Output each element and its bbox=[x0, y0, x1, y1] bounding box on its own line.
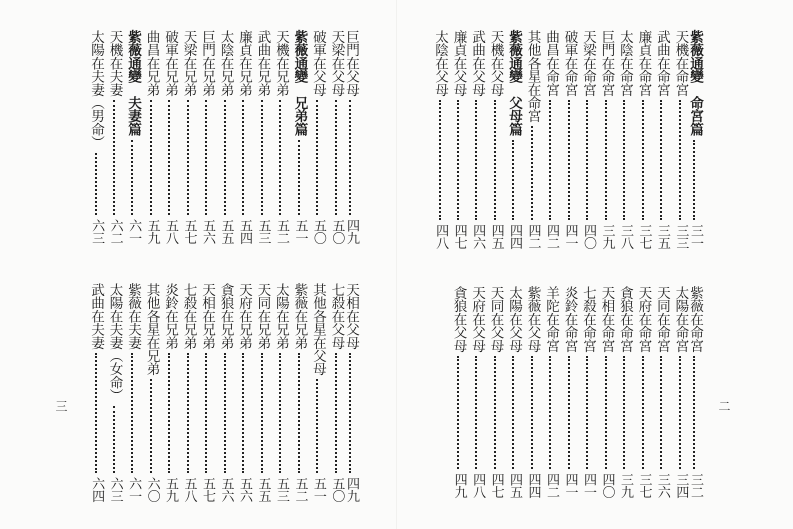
toc-leader-dots bbox=[623, 100, 625, 220]
toc-entry bbox=[599, 30, 614, 249]
toc-leader-dots bbox=[298, 140, 300, 215]
toc-page-number: 四〇 bbox=[599, 473, 615, 498]
toc-entry bbox=[255, 283, 270, 502]
toc-page-number: 三二 bbox=[688, 473, 703, 498]
toc-leader-dots bbox=[679, 100, 681, 220]
toc-entry bbox=[654, 30, 669, 249]
toc-leader-dots bbox=[316, 100, 318, 215]
toc-section-heading: 紫薇通變 父母篇 bbox=[506, 30, 523, 136]
toc-entry bbox=[636, 286, 651, 498]
toc-entry-title: 太陽在命宮 bbox=[672, 286, 689, 352]
toc-leader-dots bbox=[205, 353, 207, 473]
toc-page-number: 五〇 bbox=[329, 477, 345, 502]
toc-page-number: 五九 bbox=[163, 477, 179, 502]
toc-leader-dots bbox=[457, 356, 459, 469]
toc-entry bbox=[144, 283, 159, 502]
toc-leader-dots bbox=[568, 100, 570, 220]
toc-entry bbox=[617, 286, 632, 498]
right-page-toc-bottom bbox=[420, 286, 702, 498]
toc-entry bbox=[451, 286, 466, 498]
toc-entry bbox=[673, 30, 688, 249]
toc-entry-title: 廉貞在命宮 bbox=[635, 30, 652, 96]
toc-leader-dots bbox=[224, 353, 226, 473]
toc-entry bbox=[329, 30, 344, 244]
toc-entry-title: 紫薇在兄弟 bbox=[291, 283, 308, 349]
toc-leader-dots bbox=[187, 100, 189, 215]
toc-page-number: 五三 bbox=[273, 477, 289, 502]
toc-leader-dots bbox=[457, 100, 459, 220]
toc-entry-title: 炎鈴在命宮 bbox=[561, 286, 578, 352]
toc-page-number: 五六 bbox=[218, 477, 234, 502]
toc-entry bbox=[218, 30, 233, 244]
toc-entry bbox=[89, 283, 104, 502]
toc-leader-dots bbox=[131, 140, 133, 215]
toc-page-number: 五七 bbox=[200, 477, 216, 502]
toc-entry bbox=[292, 283, 307, 502]
toc-entry-title: 曲昌在兄弟 bbox=[143, 30, 160, 96]
toc-page-number: 五三 bbox=[255, 219, 271, 244]
toc-entry-title: 天同在父母 bbox=[487, 286, 504, 352]
toc-page-number: 五九 bbox=[144, 219, 160, 244]
toc-page-number: 五七 bbox=[181, 219, 197, 244]
toc-leader-dots bbox=[168, 353, 170, 473]
toc-entry-title: 天相在父母 bbox=[343, 283, 359, 349]
toc-leader-dots bbox=[439, 100, 441, 220]
toc-entry-title: 紫薇在命宮 bbox=[687, 286, 703, 352]
toc-leader-dots bbox=[660, 356, 662, 469]
toc-page-number: 五六 bbox=[200, 219, 216, 244]
toc-entry-title: 武曲在父母 bbox=[469, 30, 486, 96]
toc-leader-dots bbox=[586, 100, 588, 220]
toc-entry bbox=[162, 283, 177, 502]
toc-entry bbox=[199, 283, 214, 502]
toc-entry-title: 天機在父母 bbox=[487, 30, 504, 96]
toc-leader-dots bbox=[679, 356, 681, 469]
toc-entry-title: 太陽在兄弟 bbox=[272, 283, 289, 349]
toc-entry-title: 武曲在夫妻 bbox=[88, 283, 105, 349]
toc-entry bbox=[181, 30, 196, 244]
toc-entry bbox=[343, 283, 358, 502]
toc-entry-title: 太陽在父母 bbox=[506, 286, 523, 352]
toc-page-number: 三四 bbox=[673, 473, 689, 498]
toc-leader-dots bbox=[335, 100, 337, 215]
toc-entry-title: 太陽在夫妻（男命） bbox=[88, 30, 105, 149]
toc-entry-title: 破軍在兄弟 bbox=[162, 30, 179, 96]
toc-entry bbox=[292, 30, 307, 244]
toc-leader-dots bbox=[298, 353, 300, 473]
toc-entry bbox=[107, 283, 122, 502]
toc-entry-title: 天機在夫妻 bbox=[106, 30, 123, 96]
toc-entry-title: 天相在命宮 bbox=[598, 286, 615, 352]
toc-page-number: 四七 bbox=[451, 224, 467, 249]
toc-entry bbox=[673, 286, 688, 498]
toc-entry-title: 天機在命宮 bbox=[672, 30, 689, 96]
toc-entry bbox=[525, 30, 540, 249]
toc-page-number: 五〇 bbox=[329, 219, 345, 244]
toc-entry-title: 天同在命宮 bbox=[653, 286, 670, 352]
toc-leader-dots bbox=[224, 100, 226, 215]
toc-page-number: 四一 bbox=[562, 224, 578, 249]
toc-entry-title: 破軍在命宮 bbox=[561, 30, 578, 96]
toc-entry bbox=[89, 30, 104, 244]
page-fold bbox=[396, 0, 397, 529]
toc-entry bbox=[125, 283, 140, 502]
toc-entry-title: 貪狼在兄弟 bbox=[217, 283, 234, 349]
toc-page-number: 三一 bbox=[688, 224, 703, 249]
toc-entry-title: 曲昌在命宮 bbox=[543, 30, 560, 96]
toc-leader-dots bbox=[316, 379, 318, 473]
toc-leader-dots bbox=[95, 353, 97, 473]
toc-leader-dots bbox=[549, 100, 551, 220]
toc-page-number: 五八 bbox=[163, 219, 179, 244]
toc-page-number: 五二 bbox=[292, 477, 308, 502]
toc-entry bbox=[488, 286, 503, 498]
toc-page-number: 五六 bbox=[236, 477, 252, 502]
toc-entry bbox=[543, 286, 558, 498]
toc-entry-title: 貪狼在命宮 bbox=[616, 286, 633, 352]
toc-entry bbox=[273, 30, 288, 244]
toc-leader-dots bbox=[512, 356, 514, 469]
toc-leader-dots bbox=[279, 100, 281, 215]
toc-entry bbox=[199, 30, 214, 244]
toc-entry bbox=[654, 286, 669, 498]
toc-page-number: 四二 bbox=[525, 224, 541, 249]
toc-page-number: 四四 bbox=[525, 473, 541, 498]
toc-entry bbox=[310, 283, 325, 502]
toc-page-number: 五五 bbox=[218, 219, 234, 244]
toc-entry-title: 太陰在兄弟 bbox=[217, 30, 234, 96]
toc-entry-title: 羊陀在命宮 bbox=[543, 286, 560, 352]
toc-entry bbox=[273, 283, 288, 502]
toc-page-number: 五一 bbox=[310, 477, 326, 502]
toc-leader-dots bbox=[349, 100, 351, 215]
toc-leader-dots bbox=[187, 353, 189, 473]
toc-page-number: 三八 bbox=[617, 224, 633, 249]
toc-entry-title: 廉貞在兄弟 bbox=[235, 30, 252, 96]
toc-entry bbox=[543, 30, 558, 249]
toc-entry bbox=[329, 283, 344, 502]
toc-page-number: 四〇 bbox=[580, 224, 596, 249]
toc-page-number: 四一 bbox=[580, 473, 596, 498]
toc-page-number: 三五 bbox=[654, 224, 670, 249]
toc-leader-dots bbox=[131, 353, 133, 473]
toc-entry-title: 武曲在命宮 bbox=[653, 30, 670, 96]
toc-leader-dots bbox=[642, 100, 644, 220]
toc-entry-title: 天府在兄弟 bbox=[235, 283, 252, 349]
toc-entry bbox=[255, 30, 270, 244]
toc-page-number: 五四 bbox=[236, 219, 252, 244]
toc-entry bbox=[469, 286, 484, 498]
toc-page-number: 四五 bbox=[488, 224, 504, 249]
toc-entry bbox=[469, 30, 484, 249]
toc-page-number: 四一 bbox=[562, 473, 578, 498]
toc-leader-dots bbox=[549, 356, 551, 469]
toc-leader-dots bbox=[349, 353, 351, 473]
toc-entry bbox=[525, 286, 540, 498]
toc-page-number: 四九 bbox=[344, 477, 359, 502]
toc-leader-dots bbox=[660, 100, 662, 220]
toc-page-number: 五五 bbox=[255, 477, 271, 502]
toc-page-number: 五二 bbox=[273, 219, 289, 244]
toc-page-number: 四四 bbox=[507, 224, 523, 249]
toc-entry bbox=[162, 30, 177, 244]
toc-leader-dots bbox=[605, 356, 607, 469]
toc-entry-title: 七殺在命宮 bbox=[579, 286, 596, 352]
toc-page-number: 五〇 bbox=[310, 219, 326, 244]
toc-section-heading: 紫薇通變 命宮篇 bbox=[687, 30, 703, 136]
toc-entry-title: 其他各星在命宮 bbox=[524, 30, 541, 123]
toc-entry-title: 太陰在命宮 bbox=[616, 30, 633, 96]
toc-leader-dots bbox=[242, 353, 244, 473]
toc-leader-dots bbox=[623, 356, 625, 469]
toc-entry bbox=[181, 283, 196, 502]
toc-leader-dots bbox=[113, 100, 115, 215]
toc-page-number: 六一 bbox=[126, 477, 142, 502]
toc-entry-title: 天機在兄弟 bbox=[272, 30, 289, 96]
toc-entry bbox=[310, 30, 325, 244]
toc-entry bbox=[236, 30, 251, 244]
toc-entry-title: 巨門在兄弟 bbox=[199, 30, 216, 96]
toc-page-number: 六二 bbox=[107, 219, 123, 244]
toc-entry bbox=[488, 30, 503, 249]
toc-entry-title: 七殺在父母 bbox=[328, 283, 345, 349]
toc-page-number: 三六 bbox=[654, 473, 670, 498]
toc-page-number: 四六 bbox=[470, 224, 486, 249]
toc-page-number: 四二 bbox=[544, 224, 560, 249]
toc-leader-dots bbox=[512, 140, 514, 220]
toc-entry bbox=[580, 286, 595, 498]
toc-section-heading: 紫薇通變 兄弟篇 bbox=[291, 30, 308, 136]
toc-leader-dots bbox=[261, 100, 263, 215]
toc-leader-dots bbox=[531, 356, 533, 469]
left-page-toc-bottom bbox=[76, 283, 358, 502]
toc-leader-dots bbox=[605, 100, 607, 220]
toc-page-number: 三九 bbox=[617, 473, 633, 498]
toc-leader-dots bbox=[242, 100, 244, 215]
toc-leader-dots bbox=[150, 100, 152, 215]
toc-page-number: 五八 bbox=[181, 477, 197, 502]
toc-entry bbox=[687, 286, 702, 498]
toc-page-number: 六一 bbox=[126, 219, 142, 244]
toc-entry-title: 巨門在命宮 bbox=[598, 30, 615, 96]
toc-leader-dots bbox=[261, 353, 263, 473]
toc-entry-title: 廉貞在父母 bbox=[450, 30, 467, 96]
toc-leader-dots bbox=[113, 406, 115, 473]
toc-entry bbox=[218, 283, 233, 502]
left-page-number: 三 bbox=[54, 400, 68, 412]
toc-entry-title: 天府在命宮 bbox=[635, 286, 652, 352]
toc-page-number: 四五 bbox=[507, 473, 523, 498]
toc-entry-title: 天府在父母 bbox=[469, 286, 486, 352]
toc-entry bbox=[580, 30, 595, 249]
toc-entry-title: 巨門在父母 bbox=[343, 30, 359, 96]
toc-page-number: 四八 bbox=[433, 224, 449, 249]
right-page-number: 二 bbox=[717, 400, 731, 412]
toc-entry-title: 破軍在父母 bbox=[309, 30, 326, 96]
toc-entry bbox=[433, 30, 448, 249]
toc-page-number: 六四 bbox=[89, 477, 105, 502]
toc-page-number: 三七 bbox=[636, 224, 652, 249]
toc-entry bbox=[451, 30, 466, 249]
toc-page-number: 四八 bbox=[470, 473, 486, 498]
toc-leader-dots bbox=[95, 153, 97, 215]
toc-entry bbox=[562, 286, 577, 498]
toc-entry bbox=[343, 30, 358, 244]
toc-leader-dots bbox=[494, 356, 496, 469]
toc-entry bbox=[506, 30, 521, 249]
toc-leader-dots bbox=[642, 356, 644, 469]
toc-leader-dots bbox=[531, 126, 533, 220]
toc-entry-title: 太陽在夫妻（女命） bbox=[106, 283, 123, 402]
toc-entry bbox=[599, 286, 614, 498]
toc-leader-dots bbox=[494, 100, 496, 220]
toc-entry-title: 天同在兄弟 bbox=[254, 283, 271, 349]
toc-leader-dots bbox=[168, 100, 170, 215]
toc-entry bbox=[562, 30, 577, 249]
left-page-toc-top bbox=[76, 30, 358, 244]
toc-page-number: 四九 bbox=[344, 219, 359, 244]
toc-entry bbox=[506, 286, 521, 498]
toc-entry-title: 紫薇在父母 bbox=[524, 286, 541, 352]
toc-entry-title: 貪狼在父母 bbox=[450, 286, 467, 352]
right-page-toc-top bbox=[420, 30, 702, 249]
toc-entry-title: 天梁在命宮 bbox=[579, 30, 596, 96]
toc-leader-dots bbox=[693, 356, 695, 469]
toc-leader-dots bbox=[475, 356, 477, 469]
toc-page-number: 六三 bbox=[107, 477, 123, 502]
toc-page-number: 四二 bbox=[544, 473, 560, 498]
toc-entry-title: 武曲在兄弟 bbox=[254, 30, 271, 96]
toc-leader-dots bbox=[586, 356, 588, 469]
toc-leader-dots bbox=[335, 353, 337, 473]
toc-page-number: 四九 bbox=[451, 473, 467, 498]
toc-entry-title: 紫薇在夫妻 bbox=[125, 283, 142, 349]
toc-entry-title: 天梁在父母 bbox=[328, 30, 345, 96]
toc-leader-dots bbox=[568, 356, 570, 469]
toc-entry-title: 炎鈴在兄弟 bbox=[162, 283, 179, 349]
toc-page-number: 六〇 bbox=[144, 477, 160, 502]
toc-leader-dots bbox=[150, 379, 152, 473]
toc-leader-dots bbox=[205, 100, 207, 215]
toc-page-number: 五一 bbox=[292, 219, 308, 244]
toc-entry bbox=[617, 30, 632, 249]
toc-entry-title: 天相在兄弟 bbox=[199, 283, 216, 349]
toc-entry-title: 七殺在兄弟 bbox=[180, 283, 197, 349]
toc-entry-title: 天梁在兄弟 bbox=[180, 30, 197, 96]
toc-entry bbox=[687, 30, 702, 249]
toc-entry-title: 其他各星在父母 bbox=[309, 283, 326, 376]
toc-leader-dots bbox=[475, 100, 477, 220]
toc-page-number: 三三 bbox=[673, 224, 689, 249]
toc-page-number: 六三 bbox=[89, 219, 105, 244]
toc-page-number: 三九 bbox=[599, 224, 615, 249]
toc-page-number: 四七 bbox=[488, 473, 504, 498]
toc-entry-title: 其他各星在兄弟 bbox=[143, 283, 160, 376]
toc-section-heading: 紫薇通變 夫妻篇 bbox=[125, 30, 142, 136]
toc-entry bbox=[125, 30, 140, 244]
toc-entry-title: 太陰在父母 bbox=[432, 30, 449, 96]
toc-leader-dots bbox=[279, 353, 281, 473]
toc-entry bbox=[144, 30, 159, 244]
toc-entry bbox=[107, 30, 122, 244]
toc-entry bbox=[236, 283, 251, 502]
toc-page-number: 三七 bbox=[636, 473, 652, 498]
toc-leader-dots bbox=[693, 140, 695, 220]
toc-entry bbox=[636, 30, 651, 249]
